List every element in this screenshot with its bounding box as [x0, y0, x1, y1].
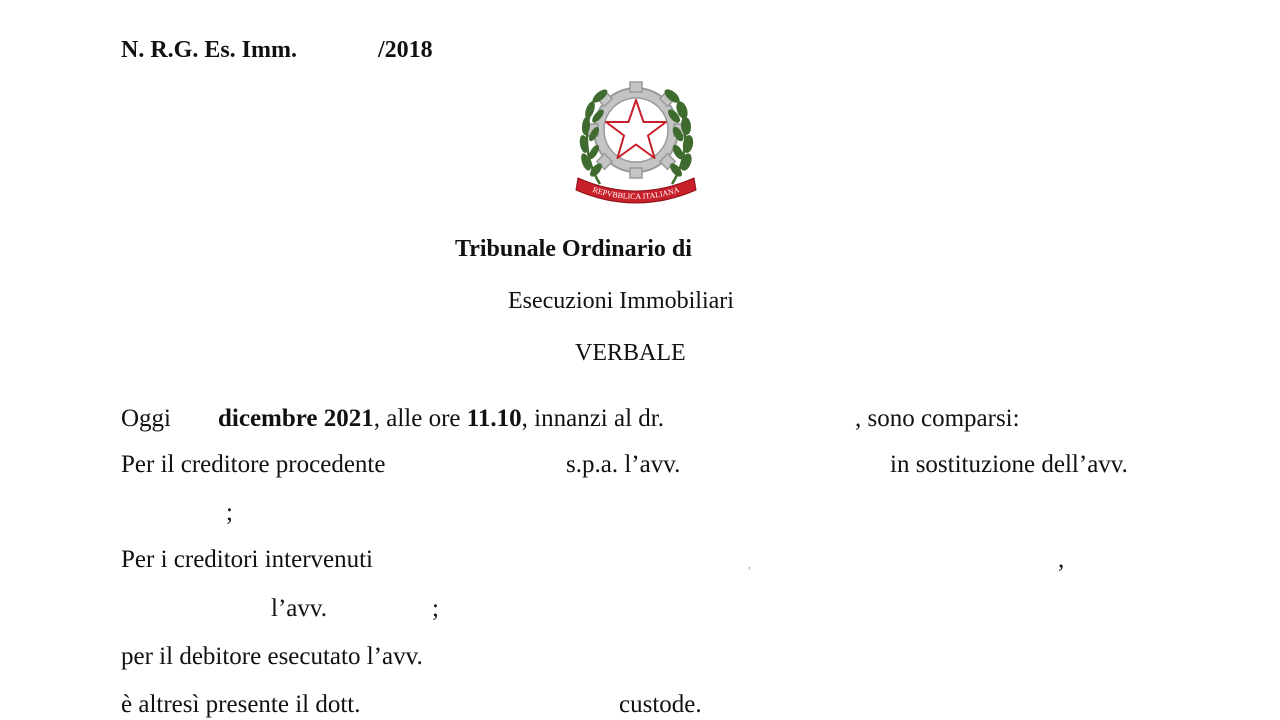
line-1-date-time — [218, 406, 664, 431]
line-5-semicolon: ; — [432, 595, 439, 622]
line-5-avv: l’avv. — [271, 595, 327, 622]
italian-republic-emblem — [572, 66, 700, 208]
debitore-label: per il debitore esecutato l’avv. — [121, 643, 423, 670]
hearing-date: dicembre 2021 — [218, 405, 374, 432]
creditor-procedente-label: Per il creditore procedente — [121, 451, 386, 478]
line-4-mark: , — [748, 557, 751, 571]
case-year: /2018 — [378, 37, 433, 63]
case-number-label: N. R.G. Es. Imm. — [121, 37, 298, 63]
innanzi-text: , innanzi al dr. — [521, 405, 664, 432]
court-section: Esecuzioni Immobiliari — [508, 288, 734, 314]
line-3-semicolon: ; — [226, 499, 233, 526]
spa-avv-text: s.p.a. l’avv. — [566, 451, 681, 478]
creditori-intervenuti-label: Per i creditori intervenuti — [121, 546, 374, 573]
line-4-comma: , — [1058, 546, 1065, 573]
line-1-oggi: Oggi — [121, 405, 171, 432]
hearing-time: 11.10 — [466, 405, 522, 432]
presente-dott-text: è altresì presente il dott. — [121, 691, 361, 718]
ribbon-text: REPVBBLICA ITALIANA — [591, 185, 681, 202]
ribbon-banner — [576, 178, 696, 203]
alle-ore-text: , alle ore — [373, 405, 467, 432]
sostituzione-text: in sostituzione dell’avv. — [890, 451, 1128, 478]
comparsi-text: , sono comparsi: — [855, 405, 1020, 432]
custode-text: custode. — [619, 691, 702, 718]
document-title: VERBALE — [575, 340, 686, 366]
court-name: Tribunale Ordinario di — [455, 236, 692, 262]
